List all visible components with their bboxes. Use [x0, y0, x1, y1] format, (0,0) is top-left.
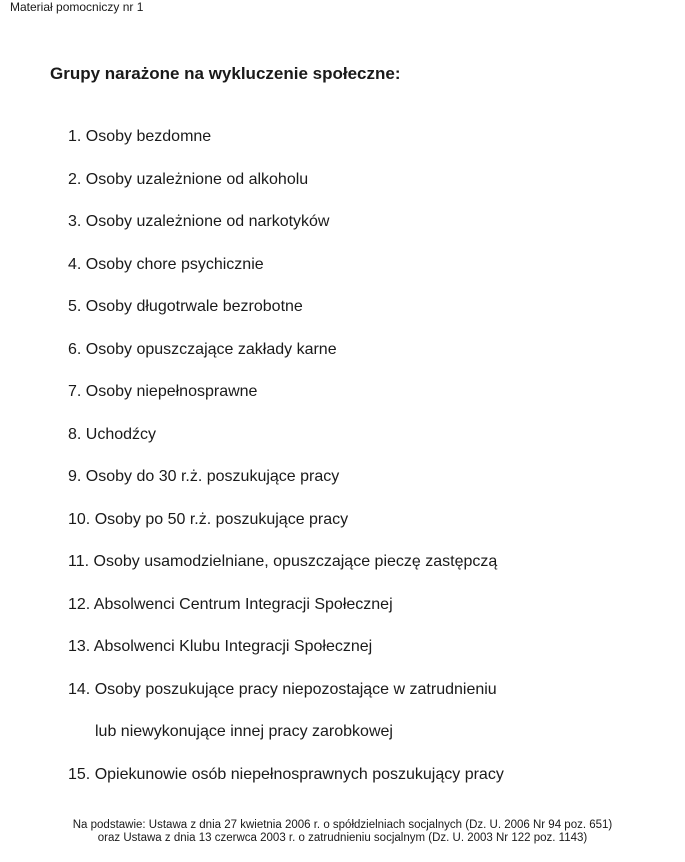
list-item-6: 6. Osoby opuszczające zakłady karne	[68, 340, 337, 358]
list-item-12: 12. Absolwenci Centrum Integracji Społecznej	[68, 595, 393, 613]
list-item-1: 1. Osoby bezdomne	[68, 128, 212, 145]
list-item-14-text: 14. Osoby poszukujące pracy niepozostające w zatrudnieniu	[68, 680, 497, 698]
list-item-8: 8. Uchodźcy	[68, 425, 157, 443]
list-item-7: 7. Osoby niepełnosprawne	[68, 383, 258, 400]
list-item-14	[68, 680, 504, 765]
footnote-line-1: Na podstawie: Ustawa z dnia 27 kwietnia 2006 r. o spółdzielniach socjalnych (Dz. U. 2006 Nr 94 poz. 651)	[72, 819, 613, 831]
legal-basis-footnote	[0, 819, 685, 845]
list-item-5: 5. Osoby długotrwale bezrobotne	[68, 298, 303, 315]
footnote-line-2: oraz Ustawa z dnia 13 czerwca 2003 r. o zatrudnieniu socjalnym (Dz. U. 2003 Nr 122 poz. 1143)	[97, 832, 588, 844]
list-item-11: 11. Osoby usamodzielniane, opuszczające pieczę zastępczą	[68, 553, 498, 570]
list-item-9: 9. Osoby do 30 r.ż. poszukujące pracy	[68, 468, 340, 485]
excluded-groups-list	[68, 127, 504, 807]
list-item-10: 10. Osoby po 50 r.ż. poszukujące pracy	[68, 510, 349, 528]
list-item-2: 2. Osoby uzależnione od alkoholu	[68, 170, 309, 188]
list-item-13: 13. Absolwenci Klubu Integracji Społecznej	[68, 638, 373, 655]
list-item-15: 15. Opiekunowie osób niepełnosprawnych poszukujący pracy	[68, 765, 504, 783]
list-item-4: 4. Osoby chore psychicznie	[68, 255, 264, 273]
list-item-3: 3. Osoby uzależnione od narkotyków	[68, 213, 330, 230]
list-item-14-continuation: lub niewykonujące innej pracy zarobkowej	[95, 723, 393, 740]
material-label: Materiał pomocniczy nr 1	[10, 0, 144, 14]
page-title: Grupy narażone na wykluczenie społeczne:	[50, 64, 401, 83]
